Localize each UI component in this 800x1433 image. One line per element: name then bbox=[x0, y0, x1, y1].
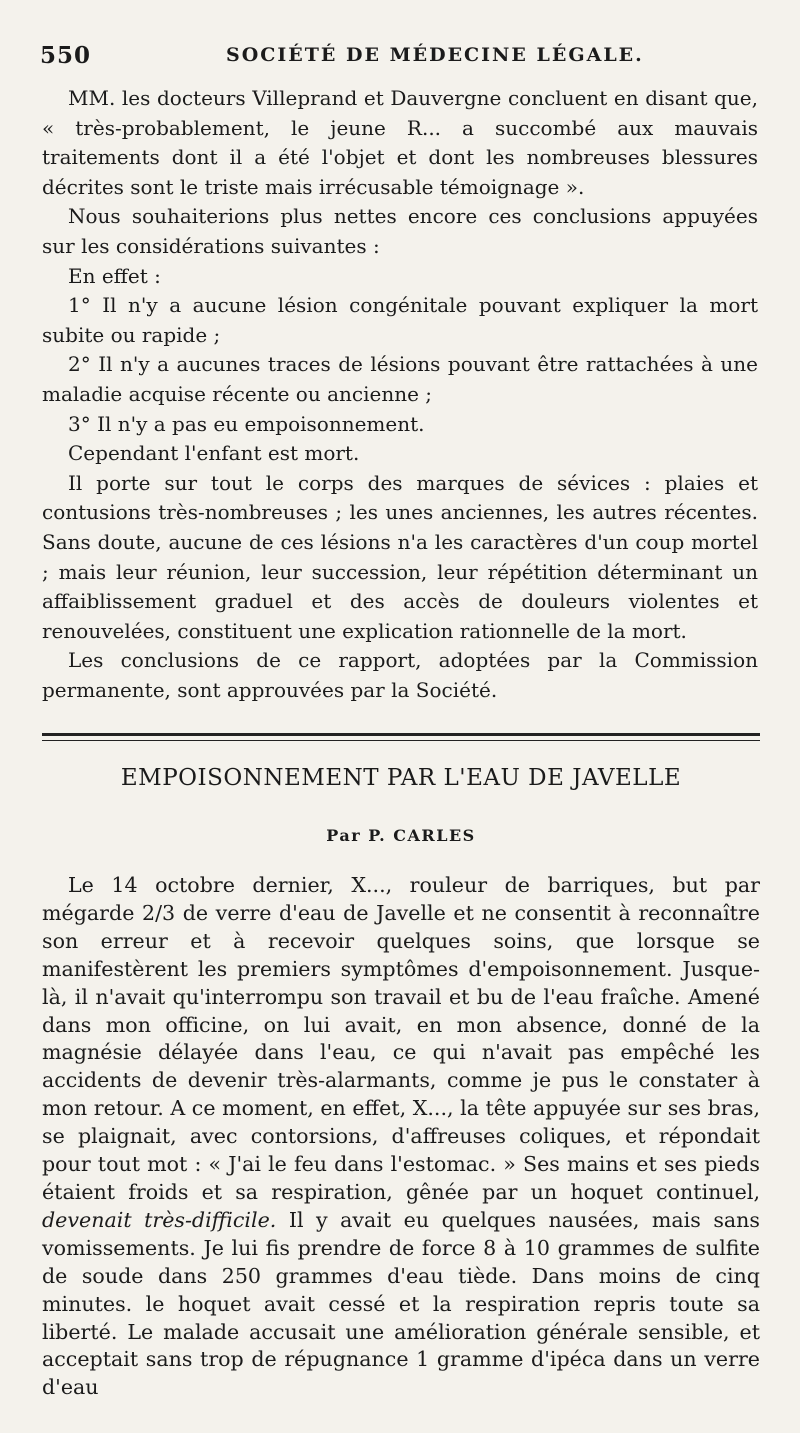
paragraph: 1° Il n'y a aucune lésion congénitale pouvant expliquer la mort subite ou rapide ; bbox=[42, 293, 758, 347]
section-divider-thin bbox=[42, 740, 760, 741]
article-body bbox=[42, 872, 760, 1402]
body-text: Il y avait eu quelques nausées, mais sans vomissements. Je lui fis prendre de force 8 à 10 grammes de sulfite de soude dans 250 grammes d'eau tiède. Dans moins de cinq minutes. le hoquet avait cessé et la respiration repris toute sa liberté. Le malade accusait une amélioration générale sensible, et acceptait sans trop de répugnance 1 gramme d'ipéca dans un verre d'eau bbox=[42, 1207, 761, 1400]
upper-text-block bbox=[42, 84, 758, 705]
article-paragraph bbox=[42, 872, 760, 1402]
running-head: SOCIÉTÉ DE MÉDECINE LÉGALE. bbox=[226, 44, 644, 66]
paragraph: 2° Il n'y a aucunes traces de lésions pouvant être rattachées à une maladie acquise récente ou ancienne ; bbox=[42, 352, 758, 406]
page-header bbox=[40, 42, 770, 74]
paragraph: Nous souhaiterions plus nettes encore ces conclusions appuyées sur les considérations suivantes : bbox=[42, 204, 758, 258]
paragraph: Les conclusions de ce rapport, adoptées par la Commission permanente, sont approuvées par la Société. bbox=[42, 648, 758, 702]
paragraph: Il porte sur tout le corps des marques de sévices : plaies et contusions très-nombreuses ; les unes anciennes, les autres récentes. Sans doute, aucune de ces lésions n'a les caractères d'un coup mortel ; mais leur réunion, leur succession, leur répétition déterminant un affaiblissement graduel et des accès de douleurs violentes et renouvelées, constituent une explication rationnelle de la mort. bbox=[42, 470, 758, 643]
body-text: Le 14 octobre dernier, X..., rouleur de barriques, but par mégarde 2/3 de verre d'eau de Javelle et ne consentit à reconnaître son erreur et à recevoir quelques soins, que lorsque se manifestèrent les premiers symptômes d'empoisonnement. Jusque-là, il n'avait qu'interrompu son travail et bu de l'eau fraîche. Amené dans mon officine, on lui avait, en mon absence, donné de la magnésie délayée dans l'eau, ce qui n'avait pas empêché les accidents de devenir très-alarmants, comme je pus le constater à mon retour. A ce moment, en effet, X..., la tête appuyée sur ses bras, se plaignait, avec contorsions, d'affreuses coliques, et répondait pour tout mot : « J'ai le feu dans l'estomac. » Ses mains et ses pieds étaient froids et sa respiration, gênée par un hoquet continuel, bbox=[42, 873, 760, 1204]
page-number: 550 bbox=[40, 42, 92, 69]
paragraph: Cependant l'enfant est mort. bbox=[68, 441, 360, 466]
section-divider-thick bbox=[42, 733, 760, 736]
italic-phrase: devenait très-difficile. bbox=[42, 1207, 277, 1232]
paragraph: En effet : bbox=[68, 263, 161, 288]
article-byline: Par P. CARLES bbox=[326, 826, 476, 845]
paragraph: MM. les docteurs Villeprand et Dauvergne concluent en disant que, « très-probablement, le jeune R... a succombé aux mauvais traitements dont il a été l'objet et dont les nombreuses blessures décrites sont le triste mais irrécusable témoignage ». bbox=[42, 86, 758, 199]
paragraph: 3° Il n'y a pas eu empoisonnement. bbox=[68, 411, 425, 436]
article-title: EMPOISONNEMENT PAR L'EAU DE JAVELLE bbox=[120, 765, 682, 791]
